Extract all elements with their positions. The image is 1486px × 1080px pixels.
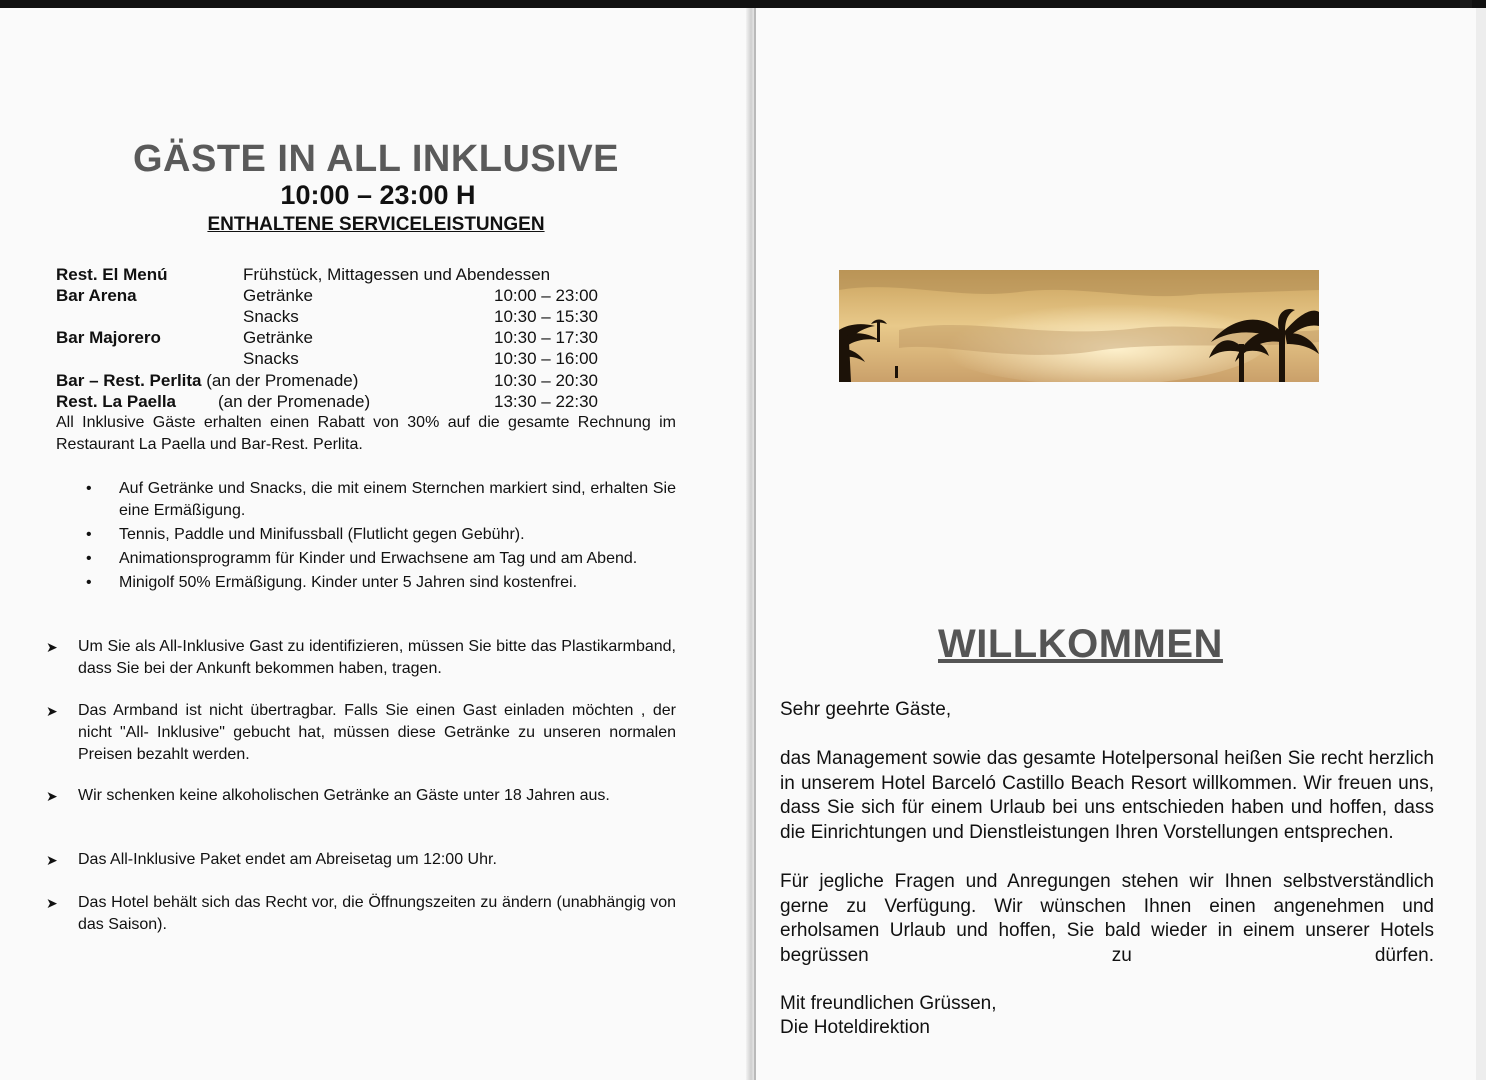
page-title: GÄSTE IN ALL INKLUSIVE <box>132 138 620 180</box>
venue-name: Rest. El Menú <box>56 265 168 284</box>
venue-name: Bar Arena <box>56 286 137 305</box>
venue-location: (an der Promenade) <box>206 371 359 390</box>
venue-service: Snacks <box>243 349 299 368</box>
venue-service: Snacks <box>243 307 299 326</box>
venue-name: Bar Majorero <box>56 328 161 347</box>
sunset-palms-image <box>839 270 1319 382</box>
list-item: • Minigolf 50% Ermäßigung. Kinder unter 5 Jahren sind kostenfrei. <box>86 574 578 591</box>
discount-note: All Inklusive Gäste erhalten einen Rabatt von 30% auf die gesamte Rechnung im Restaurant La Paella und Bar-Rest. Perlita. <box>56 414 676 453</box>
venue-location: (an der Promenade) <box>218 392 371 411</box>
venue-service: Getränke <box>243 328 313 347</box>
opening-hours: 10:00 – 23:00 H <box>280 180 476 210</box>
list-item: • Auf Getränke und Snacks, die mit einem Sternchen markiert sind, erhalten Sie eine Ermäßigung. <box>86 480 676 519</box>
salutation: Sehr geehrte Gäste, <box>780 699 952 720</box>
venue-service: Getränke <box>243 286 313 305</box>
list-item: • Tennis, Paddle und Minifussball (Flutlicht gegen Gebühr). <box>86 526 525 543</box>
welcome-paragraph-1: das Management sowie das gesamte Hotelpersonal heißen Sie recht herzlich in unserem Hotel Barceló Castillo Beach Resort willkommen. Wir freuen uns, dass Sie sich für einem Urlaub bei uns entschieden haben und hoffen, dass die Einrichtungen und Dienstleistungen Ihren Vorstellungen entsprechen. <box>780 748 1434 843</box>
arrow-icon: ➤ <box>46 788 58 804</box>
scan-top-edge <box>0 0 1486 8</box>
venue-time: 10:30 – 17:30 <box>494 328 598 347</box>
list-item: • Animationsprogramm für Kinder und Erwachsene am Tag und am Abend. <box>86 550 638 567</box>
venue-service: Frühstück, Mittagessen und Abendessen <box>243 265 551 284</box>
services-heading: ENTHALTENE SERVICELEISTUNGEN <box>207 214 545 235</box>
venue-time: 10:30 – 15:30 <box>494 307 598 326</box>
welcome-heading: WILLKOMMEN <box>938 622 1223 666</box>
arrow-icon: ➤ <box>46 703 58 719</box>
venue-time: 13:30 – 22:30 <box>494 392 598 411</box>
signature: Die Hoteldirektion <box>780 1017 930 1038</box>
closing-line: Mit freundlichen Grüssen, <box>780 993 997 1014</box>
venue-time: 10:00 – 23:00 <box>494 286 598 305</box>
venue-name: Rest. La Paella <box>56 392 177 411</box>
arrow-icon: ➤ <box>46 639 58 655</box>
benefits-list <box>86 478 676 596</box>
welcome-paragraph-2: Für jegliche Fragen und Anregungen stehen wir Ihnen selbstverständlich gerne zu Verfügung. Wir wünschen Ihnen einen angenehmen und erholsamen Urlaub und hoffen, Sie bald wieder in einem unserer Hotels begrüssen zu dürfen. <box>780 871 1434 966</box>
arrow-icon: ➤ <box>46 895 58 911</box>
venue-time: 10:30 – 20:30 <box>494 371 598 390</box>
arrow-icon: ➤ <box>46 852 58 868</box>
venue-time: 10:30 – 16:00 <box>494 349 598 368</box>
venue-name: Bar – Rest. Perlita <box>56 371 202 390</box>
